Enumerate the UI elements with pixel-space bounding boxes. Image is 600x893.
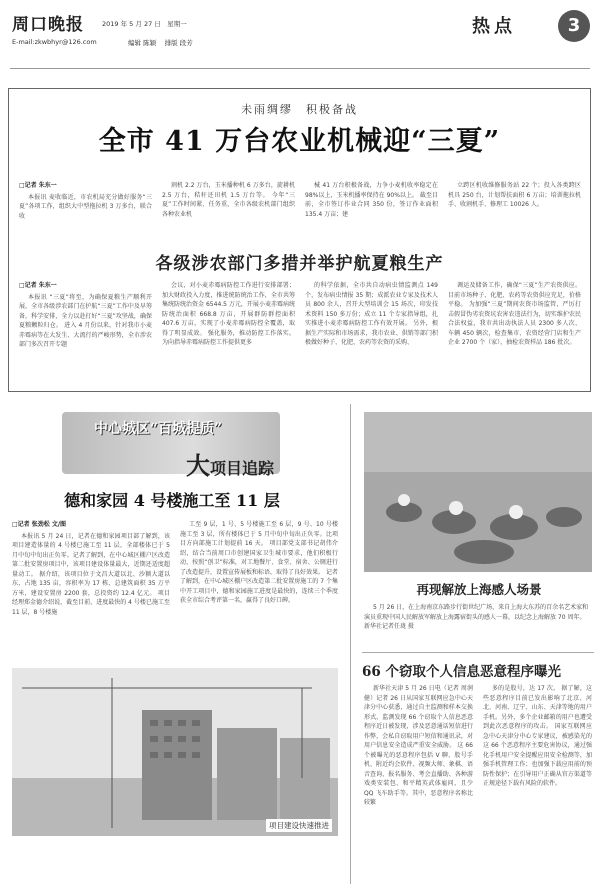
- second-story-col-4: [448, 281, 581, 387]
- left-story-text-1: 本报讯 5 月 24 日，记者在德和家园项目部了解到，该项目建造体量的 4 号楼已施工至 11 层，全部楼体已于 5 月中旬中旬出正负零。记者了解到，在中心城区棚户区改造第二批安置房项目中，该项目建设体量最大，近期还适度超量动工。 据介绍，该项目位于文昌大道以北、沙颍大道以东，占地 135 亩，容积率为 17 栋、总建筑面积 35 万平方米，建设安置房 2200 套，总投资约 12.4 亿元。 项目经理郑金德介绍说，截至目前，进度最快的 4 号楼已施工至 11 层，8 号楼施: [12, 532, 170, 616]
- left-story-col-2: [180, 520, 338, 670]
- top-story-kicker: 未雨绸缪 积极备战: [241, 103, 358, 116]
- banner-line-2-text: 项目追踪: [210, 459, 275, 478]
- bottom-story-col-2: [483, 684, 592, 880]
- shanghai-reenactment-photo: [364, 412, 592, 572]
- bottom-story-headline: 66 个窃取个人信息恶意程序曝光: [362, 664, 561, 680]
- second-story-text-2: 会议，对小麦赤霉病防控工作进行安排部署；加大财政投入力度，推进统防统治工作，全市共筹集统防统治资金 6544.5 万元，开展小麦赤霉病统防统治面积 668.8 万亩，开展群防群控面积 407.6 万亩，实现了小麦赤霉病防控全覆盖，取得了明显成效。 强化服务，推动防控工作落实。为向指导赤霉病防控工作提供更多: [162, 282, 295, 346]
- construction-photo-caption: 项目建设快速推进: [266, 819, 332, 832]
- left-story-columns: [12, 520, 338, 670]
- right-story-caption: 5 月 26 日，在上海南京东路步行街世纪广场，来自上海大东苏的百余名艺术家和演员重现中国人民解放军解放上海露宿街头的感人一幕，以纪念上海解放 70 周年。 新华社记者任珑 摄: [364, 604, 589, 630]
- top-story-text-1: 本报讯 麦收临近，市农机局充分做好服务“三夏”各项工作，组织大中型拖拉机 3 万多台，联合收: [19, 193, 152, 220]
- page-number-badge: 3: [558, 10, 590, 42]
- top-story-col-1: [19, 181, 152, 245]
- left-story-text-2: 工至 9 层，1 号、5 号楼施工至 6 层，9 号、10 号楼施工至 3 层，所有楼体已于 5 月中旬中旬出正负零。比项目方向部施工计划提前 16 天。 项目部党支部书记胡伟介绍，结合当前周口市创建国家卫生城市要求，他们积极行动，按照“创卫”标准，对工地餐厅、食堂、宿舍、公厕进行了改造提升，设置宣传展板和标语，取得了良好效果。 记者了解到，在中心城区棚户区改造第二批安置房施工的 7 个集中开工项目中，德和家园施工进度是最快的，连续三个季度获全市综合考评第一名，赢得了良好口碑。: [180, 521, 338, 604]
- email-address: E-mail:zkwbhyr@126.com: [12, 38, 97, 46]
- top-story-columns: [19, 181, 581, 245]
- banner-line-1: 中心城区“百城提质”: [94, 421, 223, 437]
- second-story-columns: [19, 281, 581, 387]
- masthead-rule: [10, 68, 590, 69]
- second-story-byline: □记者 朱东一: [19, 282, 57, 289]
- top-story-text-4: 立跨区机收维修服务站 22 个；投入各类跨区机具 250 台，计划帮扶面积 6 万亩；培训拖拉机手、收割机手、修理工 10026 人。: [448, 182, 581, 208]
- top-story-col-3: [305, 181, 438, 245]
- second-story-text-4: 调运及储备工作，确保“三夏”生产农资供应。目前市场种子、化肥、农药等农资供应充足，价格平稳。 为加强“三夏”期间农资市场监管，严厉打击假冒伪劣农资坑农害农违法行为，切实维护农民合法权益，我市共出动执法人员 2300 多人次、车辆 450 辆次，检查集市、农资经营门店和生产企业 2700 个（家），抽检农资样品 186 批次。: [448, 282, 581, 346]
- masthead: [10, 8, 592, 68]
- banner-line-2: [186, 446, 274, 481]
- project-tracking-banner: [62, 412, 280, 480]
- banner-big-char: 大: [186, 451, 210, 480]
- reenactment-scene-image: [364, 412, 592, 572]
- top-story-text-2: 割机 2.2 万台，玉米播种机 6 万多台，旋耕机 2.5 万台，秸秆还田机 1.5 万台等。 今年“三夏”工作时间紧、任务重，全市各级农机部门组织各种农业机: [162, 182, 295, 218]
- top-story-col-4: [448, 181, 581, 245]
- top-story-box: [8, 88, 591, 392]
- newspaper-logo: 周口晚报: [12, 15, 84, 35]
- bottom-story-col-1: [364, 684, 473, 880]
- issue-date: 2019 年 5 月 27 日 星期一: [102, 20, 187, 28]
- second-story-col-3: [305, 281, 438, 387]
- bottom-story-text-2: 多的是股号，达 17 次。 据了解，这些恶意程序目前已发出影响了北京、河北、河南、辽宁、山东、天津等地的用户手机。另外，多个企业邮箱的用户也遭受到此次恶意程序的攻击。 国家互联网应急中心天津分中心专家建议，被感染光的这 66 个恶意程序主要危害协议，通过强化手机用户安全提醒应用安全检测等，加强手机管理工作；也加强下载应用前的预防性保护；在引导用户正确从官方渠道等正规途径下载有风险的软件。: [483, 685, 592, 787]
- right-story-headline: 再现解放上海感人场景: [416, 582, 542, 597]
- top-story-subhead: 各级涉农部门多措并举护航夏粮生产: [155, 254, 444, 274]
- construction-photo: [12, 668, 338, 836]
- top-story-text-3: 械 41 万台积极备战，力争小麦机收率稳定在 98%以上，玉米机播率保持在 90%以上。 截至目前，全市签订作业合同 350 份，签订作业面积 135.4 万亩；建: [305, 182, 438, 218]
- column-divider: [350, 404, 351, 884]
- second-story-col-1: [19, 281, 152, 387]
- second-story-text-1: 本报讯 “三夏”将至，为确保夏粮生产顺利开展，全市各级涉农部门在护航“三夏”工作中及早筹备，科学安排，全力以赴打好“三夏”攻坚战，确保夏粮颗粒归仓。 进入 4 月份以来，针对我市小麦赤霉病等在大发生、大流行的严峻形势，全市涉农部门多次召开专题: [19, 293, 152, 348]
- right-section-divider: [362, 652, 594, 653]
- top-story-headline: 全市 41 万台农业机械迎“三夏”: [98, 126, 501, 157]
- second-story-text-3: 的科学依据，全市共自动病虫情监测点 149 个，发布病虫情报 35 期；成派农业专家及技术人员 800 余人，召开大型培训会 15 场次，印发技术资料 150 多万份；成立 11 个专家指导组，扎实推进小麦赤霉病防控工作有效开展。 另外，根据生产实际和市场需求，我市农业、供销等部门积极做好种子、化肥、农药等农资的采购、: [305, 282, 438, 346]
- bottom-story-columns: [364, 684, 592, 880]
- top-story-col-2: [162, 181, 295, 245]
- left-story-headline: 德和家园 4 号楼施工至 11 层: [64, 491, 280, 510]
- editors-line: 编辑 陈颖 排版 段芳: [128, 39, 193, 47]
- construction-scene-image: [12, 668, 338, 836]
- top-story-byline: □记者 朱东一: [19, 182, 57, 189]
- bottom-story-text-1: 新华社天津 5 月 26 日电（记者 周润健）记者 26 日从国家互联网应急中心天津分中心获悉，通过自主监测和样本交换形式，监测发现 66 个窃取个人信息恶意程序近日被发现，涉及恶意通话短信进行作弊，会私自窃取用户短信和通讯录，对用户信息安全造成严重安全威胁。 这 66 个被曝光的恶意程序包括 V 聊、股号手机、附近约会软件、视频大师、象棋、语音查询、报名服务、考会直播助、各种游戏类安装包、和平精英武体雇问，且少 QQ 飞车助手等。其中，恶意程序名称比较繁: [364, 685, 473, 806]
- second-story-col-2: [162, 281, 295, 387]
- left-story-byline: □记者 张劲松 文/图: [12, 521, 67, 528]
- left-story-col-1: [12, 520, 170, 670]
- section-title: 热点: [472, 16, 516, 37]
